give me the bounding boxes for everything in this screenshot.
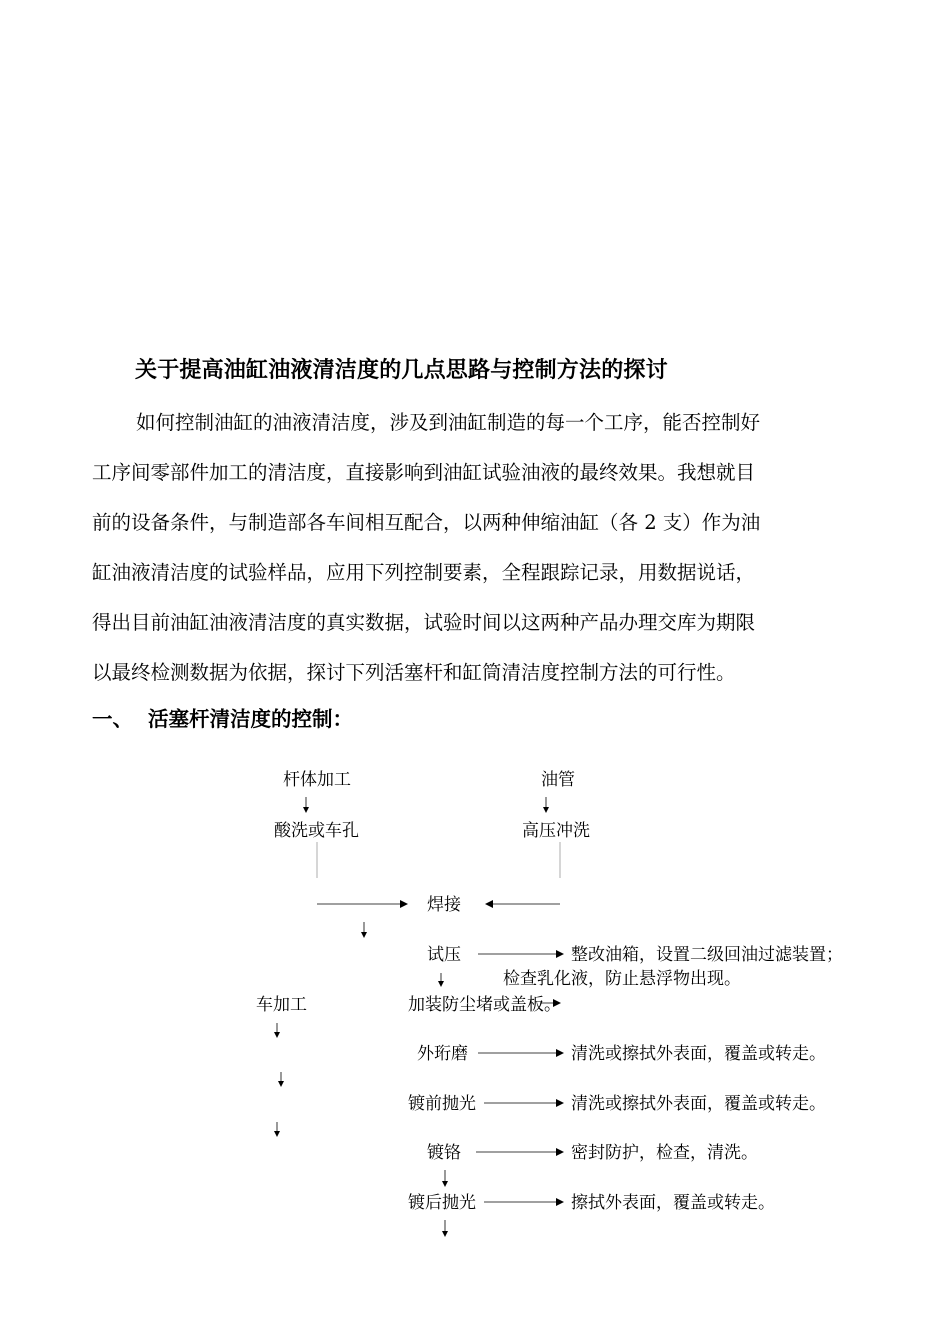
node-pickling: 酸洗或车孔 [274, 821, 359, 841]
intro-line: 工序间零部件加工的清洁度，直接影响到油缸试验油液的最终效果。我想就目 [92, 461, 756, 484]
note-post-polish: 擦拭外表面，覆盖或转走。 [571, 1193, 775, 1213]
node-hp-flush: 高压冲洗 [522, 821, 590, 841]
note-pressure-2: 检查乳化液，防止悬浮物出现。 [503, 969, 741, 989]
node-honing: 外珩磨 [417, 1044, 468, 1064]
node-rod-body: 杆体加工 [283, 770, 351, 790]
section-title: 活塞杆清洁度的控制： [148, 707, 353, 731]
intro-line: 以最终检测数据为依据，探讨下列活塞杆和缸筒清洁度控制方法的可行性。 [92, 661, 736, 684]
node-chrome: 镀铬 [427, 1143, 461, 1163]
node-lathe: 车加工 [256, 995, 307, 1015]
node-welding: 焊接 [427, 895, 461, 915]
section-number: 一、 [92, 707, 133, 731]
node-oil-pipe: 油管 [541, 770, 575, 790]
intro-line: 如何控制油缸的油液清洁度，涉及到油缸制造的每一个工序，能否控制好 [136, 411, 761, 434]
node-post-polish: 镀后抛光 [408, 1193, 476, 1213]
note-pre-polish: 清洗或擦拭外表面，覆盖或转走。 [571, 1094, 826, 1114]
document-title: 关于提高油缸油液清洁度的几点思路与控制方法的探讨 [135, 357, 668, 383]
node-pressure-test: 试压 [427, 945, 461, 965]
note-honing: 清洗或擦拭外表面，覆盖或转走。 [571, 1044, 826, 1064]
intro-line: 得出目前油缸油液清洁度的真实数据，试验时间以这两种产品办理交库为期限 [92, 611, 756, 634]
node-dust-cap: 加装防尘堵或盖板。 [408, 995, 561, 1015]
intro-line: 前的设备条件，与制造部各车间相互配合，以两种伸缩油缸（各 2 支）作为油 [92, 511, 761, 534]
node-pre-polish: 镀前抛光 [408, 1094, 476, 1114]
note-pressure-1: 整改油箱，设置二级回油过滤装置； [571, 945, 843, 965]
note-chrome: 密封防护，检查，清洗。 [571, 1143, 758, 1163]
intro-line: 缸油液清洁度的试验样品，应用下列控制要素，全程跟踪记录，用数据说话， [92, 561, 756, 584]
